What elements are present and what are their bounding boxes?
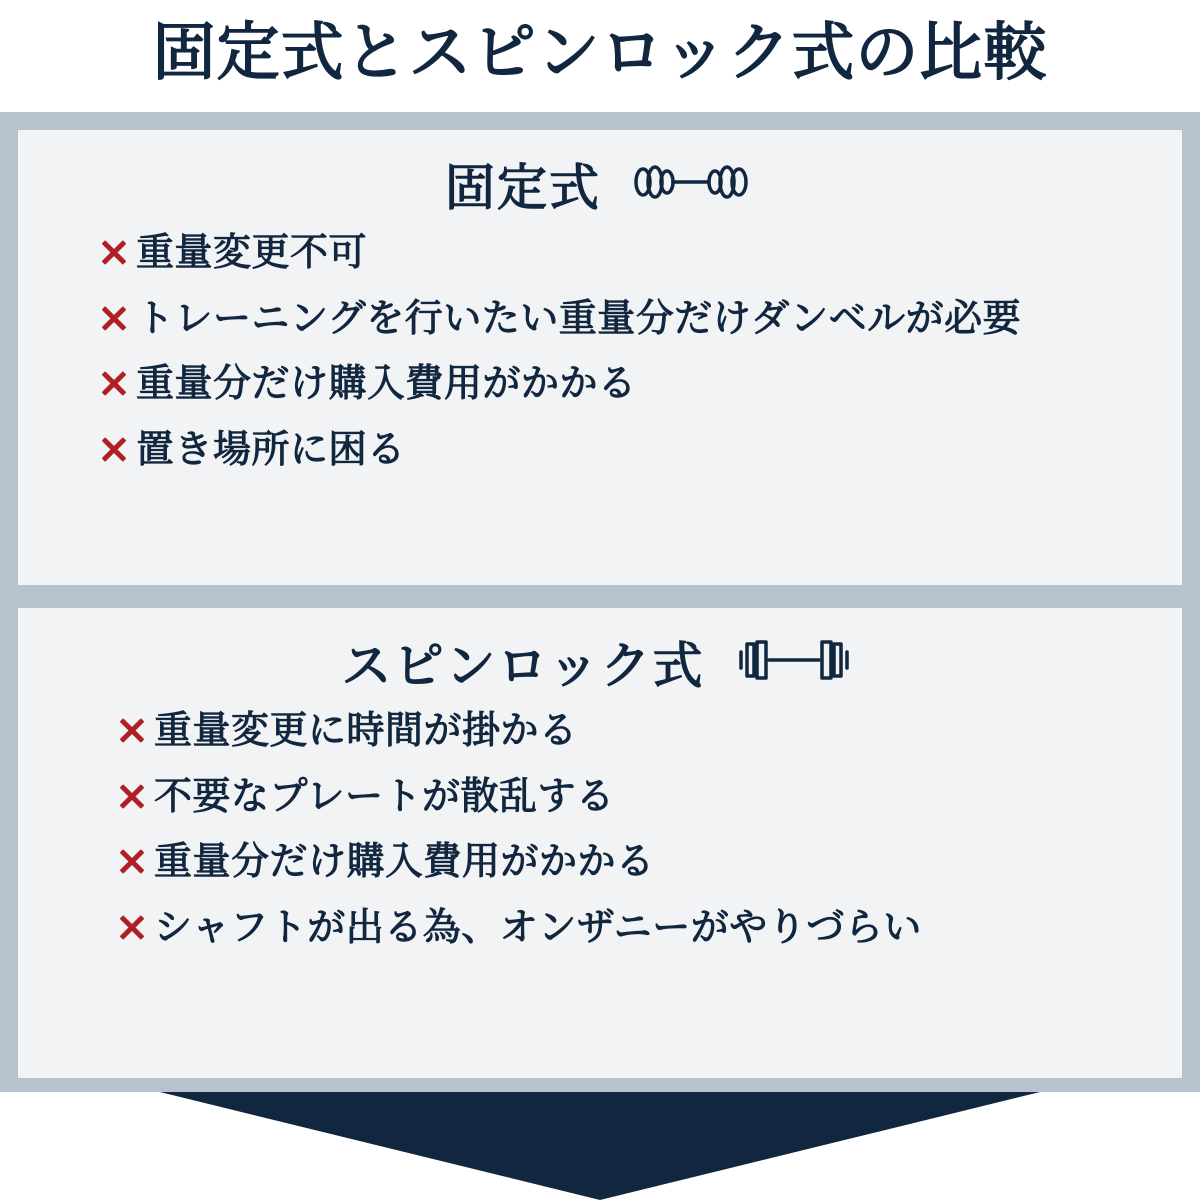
page-title: 固定式とスピンロック式の比較 — [152, 16, 1048, 89]
drawback-list-spinlock — [18, 708, 1182, 950]
cross-icon — [114, 708, 150, 752]
list-item — [114, 839, 1182, 885]
list-item-label: 重量変更不可 — [136, 230, 368, 274]
list-item — [96, 427, 1182, 473]
list-item — [114, 905, 1182, 951]
section-title-spinlock: スピンロック式 — [341, 637, 705, 695]
cross-icon — [114, 774, 150, 818]
list-item — [114, 708, 1182, 754]
cross-icon — [96, 427, 132, 471]
cross-icon — [96, 230, 132, 274]
drawback-list-fixed — [18, 230, 1182, 472]
list-item — [96, 230, 1182, 276]
list-item-label: 重量変更に時間が掛かる — [154, 708, 578, 752]
down-arrow-icon — [0, 1092, 1200, 1200]
section-card-fixed — [18, 130, 1182, 585]
cross-icon — [114, 905, 150, 949]
list-item — [96, 361, 1182, 407]
cross-icon — [96, 296, 132, 340]
list-item — [96, 296, 1182, 342]
dumbbell-icon — [627, 156, 755, 212]
list-item — [114, 774, 1182, 820]
list-item-label: 不要なプレートが散乱する — [154, 773, 615, 818]
section-title-fixed: 固定式 — [445, 159, 601, 217]
list-item-label: トレーニングを行いたい重量分だけダンベルが必要 — [136, 295, 1022, 340]
section-card-spinlock — [18, 608, 1182, 1078]
list-item-label: 重量分だけ購入費用がかかる — [154, 839, 655, 884]
list-item-label: 置き場所に困る — [136, 426, 406, 471]
dumbbell-icon — [731, 632, 859, 692]
section-header-fixed — [18, 148, 1182, 220]
cross-icon — [96, 361, 132, 405]
section-header-spinlock — [18, 626, 1182, 698]
list-item-label: シャフトが出る為、オンザニーがやりづらい — [154, 904, 922, 949]
cross-icon — [114, 839, 150, 883]
list-item-label: 重量分だけ購入費用がかかる — [136, 361, 637, 406]
